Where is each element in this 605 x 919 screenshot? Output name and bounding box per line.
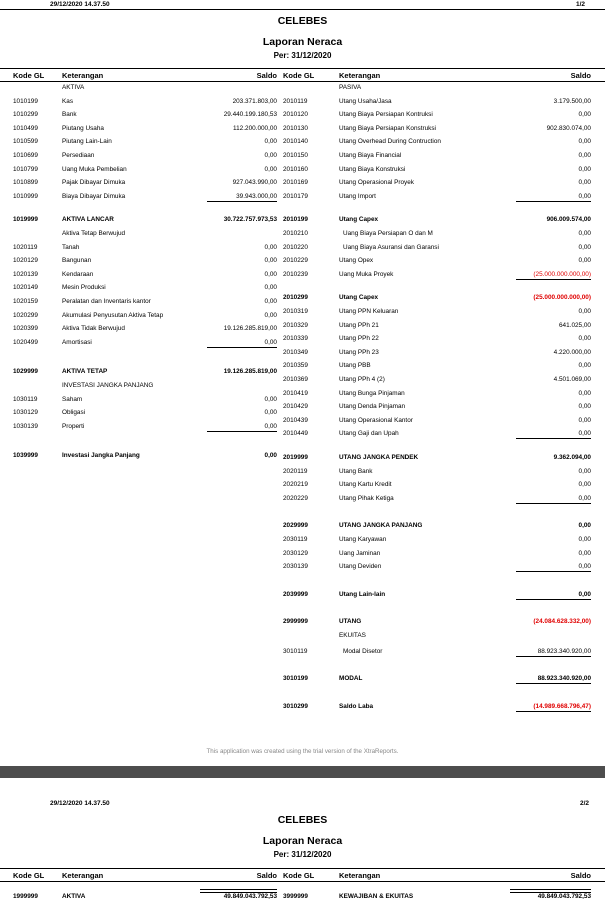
row-code: 2010150	[283, 152, 308, 159]
row-description: Uang Jaminan	[339, 549, 381, 557]
row-amount: 0,00	[578, 494, 591, 502]
subtotal-rule	[516, 571, 591, 572]
col-header-keterangan-left-p2: Keterangan	[62, 871, 104, 880]
subtotal-rule	[207, 431, 277, 432]
row-amount: 0,00	[578, 563, 591, 571]
row-code: 1010699	[13, 152, 38, 159]
row-amount: 0,00	[264, 257, 277, 265]
row-code: 2010429	[283, 403, 308, 411]
row-code: 1010899	[13, 179, 38, 187]
row-amount: 0,00	[264, 270, 277, 278]
row-code: 2010199	[283, 216, 308, 224]
row-description: Utang PBB	[339, 362, 371, 370]
row-description: Utang PPN Keluaran	[339, 308, 399, 315]
row-code: 1010499	[13, 124, 38, 132]
col-header-kode-left: Kode GL	[13, 71, 45, 80]
row-description: Utang PPh 21	[339, 321, 379, 329]
row-amount: 0,00	[264, 138, 277, 146]
row-code: 1020139	[13, 270, 38, 278]
row-amount: 0,00	[578, 362, 591, 370]
row-code: 2029999	[283, 522, 308, 530]
row-description: Aktiva Tidak Berwujud	[62, 325, 125, 333]
row-code: 2010140	[283, 138, 308, 146]
row-amount: 19.126.285.819,00	[223, 325, 277, 333]
row-amount: 0,00	[578, 179, 591, 187]
row-code: 2010119	[283, 97, 308, 105]
subtotal-rule	[207, 201, 277, 202]
row-amount: 0,00	[264, 452, 277, 460]
row-amount: 29.440.199.180,53	[223, 111, 277, 119]
row-amount: 0,00	[264, 298, 277, 305]
row-description: Utang Lain-lain	[339, 590, 386, 598]
row-code: 2030119	[283, 536, 308, 543]
row-amount: 0,00	[578, 138, 591, 146]
row-code: 2030139	[283, 563, 308, 571]
row-description: AKTIVA	[62, 84, 85, 91]
row-code: 2010169	[283, 179, 308, 187]
row-amount: 0,00	[578, 522, 591, 530]
row-amount: 0,00	[578, 165, 591, 173]
row-code: 1020159	[13, 298, 38, 305]
company-name: CELEBES	[277, 15, 328, 27]
subtotal-rule	[516, 279, 591, 280]
row-description: Utang Biaya Financial	[339, 152, 402, 159]
row-code: 1010199	[13, 97, 38, 105]
row-code: 2010439	[283, 416, 308, 424]
row-description: Uang Biaya Asuransi dan Garansi	[343, 243, 439, 251]
row-amount: 3.179.500,00	[553, 97, 591, 105]
row-amount: 0,00	[578, 481, 591, 489]
column-header-bottom-rule-p2	[0, 881, 605, 882]
col-header-saldo-right: Saldo	[570, 71, 591, 80]
row-description: Utang Import	[339, 192, 376, 200]
row-description: Utang Biaya Persiapan Kontruksi	[339, 111, 433, 119]
row-description: Utang Bank	[339, 467, 373, 475]
row-amount: 927.043.990,00	[232, 179, 277, 187]
col-header-kode-left-p2: Kode GL	[13, 871, 45, 880]
row-description: Mesin Produksi	[62, 284, 106, 292]
row-description: Properti	[62, 422, 85, 430]
row-description: Amortisasi	[62, 338, 92, 346]
row-description: EKUITAS	[339, 632, 366, 639]
row-description: Piutang Usaha	[62, 124, 104, 132]
row-code: 1020499	[13, 338, 38, 346]
col-header-keterangan-right: Keterangan	[339, 71, 381, 80]
row-code: 2010339	[283, 335, 308, 343]
row-description: Tanah	[62, 243, 80, 251]
row-code: 2010449	[283, 430, 308, 438]
report-title-p2: Laporan Neraca	[262, 835, 343, 847]
row-amount: 906.009.574,00	[546, 216, 591, 224]
row-description: Utang Operasional Proyek	[339, 179, 414, 187]
row-description: Persediaan	[62, 152, 95, 159]
row-code: 2020219	[283, 481, 308, 489]
col-header-saldo-right-p2: Saldo	[570, 871, 591, 880]
row-code: 2020229	[283, 494, 308, 502]
row-amount: 0,00	[578, 308, 591, 315]
total-aktiva-label: AKTIVA	[62, 893, 86, 900]
row-description: Uang Muka Proyek	[339, 270, 394, 278]
row-description: Utang Gaji dan Upah	[339, 430, 399, 438]
row-description: Uang Biaya Persiapan O dan M	[343, 230, 433, 237]
row-description: Utang Overhead During Contruction	[339, 138, 441, 146]
row-code: 1030139	[13, 422, 38, 430]
row-amount: 0,00	[578, 230, 591, 237]
print-datetime: 29/12/2020 14.37.50	[50, 1, 110, 8]
row-description: Utang Opex	[339, 257, 374, 265]
row-code: 3010299	[283, 702, 308, 710]
row-description: Utang Biaya Persiapan Konstruksi	[339, 124, 436, 132]
row-description: AKTIVA TETAP	[62, 368, 108, 376]
row-description: UTANG	[339, 618, 362, 626]
subtotal-rule	[516, 201, 591, 202]
subtotal-rule	[516, 503, 591, 504]
row-code: 2010220	[283, 243, 308, 251]
row-code: 2010130	[283, 124, 308, 132]
row-code: 1010599	[13, 138, 38, 146]
report-page-2	[0, 778, 605, 919]
row-amount: 0,00	[578, 549, 591, 557]
row-amount: 112.200.000,00	[233, 124, 277, 132]
row-description: Bangunan	[62, 257, 92, 265]
row-code: 1029999	[13, 368, 38, 376]
row-amount: 4.220.000,00	[553, 348, 591, 356]
row-code: 2010299	[283, 294, 308, 302]
row-code: 1020119	[13, 243, 38, 251]
row-amount: 30.722.757.973,53	[223, 216, 277, 224]
row-description: Saldo Laba	[339, 702, 374, 710]
report-period: Per: 31/12/2020	[273, 51, 332, 60]
row-amount: 0,00	[578, 430, 591, 438]
report-title: Laporan Neraca	[262, 36, 343, 48]
row-code: 2010319	[283, 308, 308, 315]
row-amount: 0,00	[578, 152, 591, 159]
row-description: Peralatan dan Inventaris kantor	[62, 298, 151, 305]
subtotal-rule	[516, 683, 591, 684]
row-description: Utang Pihak Ketiga	[339, 494, 394, 502]
row-amount: 0,00	[578, 243, 591, 251]
row-amount: 0,00	[264, 338, 277, 346]
row-description: Utang Biaya Konstruksi	[339, 165, 406, 173]
col-header-kode-right-p2: Kode GL	[283, 871, 315, 880]
row-amount: 0,00	[264, 152, 277, 159]
column-header-top-rule	[0, 68, 605, 69]
row-amount: (25.000.000.000,00)	[533, 270, 591, 278]
row-description: Investasi Jangka Panjang	[62, 452, 140, 460]
row-code: 2019999	[283, 454, 308, 461]
row-description: UTANG JANGKA PANJANG	[339, 522, 423, 530]
row-description: Kas	[62, 97, 74, 105]
row-code: 1039999	[13, 452, 38, 460]
row-code: 3010199	[283, 675, 308, 683]
company-name-p2: CELEBES	[277, 814, 328, 826]
row-description: Utang PPh 22	[339, 335, 379, 343]
row-description: Utang Deviden	[339, 563, 382, 571]
col-header-saldo-left-p2: Saldo	[256, 871, 277, 880]
row-code: 1030129	[13, 409, 38, 417]
row-code: 1020299	[13, 311, 38, 319]
row-description: Utang Bunga Pinjaman	[339, 389, 405, 397]
subtotal-rule	[516, 438, 591, 439]
col-header-keterangan-left: Keterangan	[62, 71, 104, 80]
total-aktiva-amount: 49.849.043.792,53	[223, 893, 277, 900]
row-description: MODAL	[339, 675, 363, 683]
total-pasiva-code: 3999999	[283, 893, 308, 900]
report-period-p2: Per: 31/12/2020	[273, 850, 332, 859]
trial-footer-note: This application was created using the trial version of the XtraReports.	[206, 748, 399, 755]
page-number-p2: 2/2	[580, 800, 590, 807]
row-code: 1019999	[13, 216, 38, 224]
row-description: Obligasi	[62, 409, 86, 417]
row-code: 1020399	[13, 325, 38, 333]
col-header-keterangan-right-p2: Keterangan	[339, 871, 381, 880]
row-description: Utang PPh 23	[339, 348, 379, 356]
subtotal-rule	[516, 599, 591, 600]
row-amount: 9.362.094,00	[553, 454, 591, 461]
row-code: 2010419	[283, 389, 308, 397]
row-amount: 0,00	[578, 335, 591, 343]
total-aktiva-code: 1999999	[13, 893, 38, 900]
row-description: Utang Usaha/Jasa	[339, 97, 392, 105]
row-amount: (14.989.668.796,47)	[533, 702, 591, 710]
row-amount: 0,00	[264, 284, 277, 292]
subtotal-rule	[207, 347, 277, 348]
row-description: Utang Operasional Kantor	[339, 416, 413, 424]
page-number: 1/2	[576, 1, 586, 8]
row-amount: 0,00	[578, 416, 591, 424]
row-amount: 88.923.340.920,00	[537, 647, 591, 655]
subtotal-rule	[516, 656, 591, 657]
row-amount: 39.943.000,00	[236, 192, 277, 200]
row-description: Utang Capex	[339, 294, 379, 302]
row-code: 2039999	[283, 590, 308, 598]
row-amount: 203.371.803,00	[232, 97, 277, 105]
row-code: 2999999	[283, 618, 308, 626]
row-description: Utang Denda Pinjaman	[339, 403, 406, 411]
row-amount: 4.501.069,00	[553, 376, 591, 383]
row-description: INVESTASI JANGKA PANJANG	[62, 382, 154, 389]
total-pasiva-double-rule	[510, 889, 591, 893]
row-description: Utang Kartu Kredit	[339, 481, 392, 489]
row-amount: 0,00	[578, 467, 591, 475]
header-rule	[0, 9, 605, 10]
row-code: 3010119	[283, 647, 308, 655]
row-description: UTANG JANGKA PENDEK	[339, 454, 419, 461]
total-pasiva-label: KEWAJIBAN & EKUITAS	[339, 893, 414, 900]
row-code: 1010299	[13, 111, 38, 119]
row-code: 1010999	[13, 192, 38, 200]
row-amount: 0,00	[578, 389, 591, 397]
subtotal-rule	[516, 711, 591, 712]
page-separator	[0, 766, 605, 778]
row-description: Aktiva Tetap Berwujud	[62, 230, 126, 237]
row-code: 2010210	[283, 230, 308, 237]
total-pasiva-amount: 49.849.043.792,53	[537, 893, 591, 900]
row-amount: 0,00	[578, 192, 591, 200]
row-amount: 0,00	[578, 536, 591, 543]
row-code: 1030119	[13, 395, 38, 403]
row-code: 2030129	[283, 549, 308, 557]
row-code: 2010229	[283, 257, 308, 265]
row-code: 1020149	[13, 284, 38, 292]
row-description: Bank	[62, 111, 77, 119]
row-description: Uang Muka Pembelian	[62, 165, 127, 173]
row-description: Utang Capex	[339, 216, 379, 224]
column-header-top-rule-p2	[0, 868, 605, 869]
row-description: Biaya Dibayar Dimuka	[62, 192, 126, 200]
row-amount: 0,00	[264, 243, 277, 251]
print-datetime-p2: 29/12/2020 14.37.50	[50, 800, 110, 807]
row-amount: 0,00	[264, 409, 277, 417]
row-description: Kendaraan	[62, 270, 94, 278]
row-description: AKTIVA LANCAR	[62, 216, 114, 224]
row-amount: 19.126.285.819,00	[223, 368, 277, 376]
row-code: 2010349	[283, 348, 308, 356]
row-description: Modal Disetor	[343, 647, 383, 655]
total-aktiva-double-rule	[200, 889, 277, 893]
row-code: 2010179	[283, 192, 308, 200]
row-description: PASIVA	[339, 84, 362, 91]
row-description: Saham	[62, 395, 83, 403]
col-header-kode-right: Kode GL	[283, 71, 315, 80]
row-amount: 0,00	[578, 257, 591, 265]
row-amount: (25.000.000.000,00)	[533, 294, 591, 302]
row-amount: 0,00	[264, 422, 277, 430]
row-amount: 0,00	[264, 165, 277, 173]
row-amount: 0,00	[578, 590, 591, 598]
row-code: 2010369	[283, 376, 308, 383]
row-code: 2010120	[283, 111, 308, 119]
row-code: 2010239	[283, 270, 308, 278]
row-amount: 902.830.074,00	[546, 124, 591, 132]
row-amount: 88.923.340.920,00	[537, 675, 591, 683]
row-code: 2010160	[283, 165, 308, 173]
column-header-bottom-rule	[0, 81, 605, 82]
col-header-saldo-left: Saldo	[256, 71, 277, 80]
row-amount: (24.084.628.332,00)	[533, 618, 591, 626]
row-code: 1010799	[13, 165, 38, 173]
row-code: 2020119	[283, 467, 308, 475]
row-description: Pajak Dibayar Dimuka	[62, 179, 126, 187]
row-description: Utang Karyawan	[339, 536, 387, 543]
row-amount: 0,00	[264, 395, 277, 403]
row-description: Piutang Lain-Lain	[62, 138, 112, 146]
row-description: Utang PPh 4 (2)	[339, 376, 385, 383]
row-code: 2010359	[283, 362, 308, 370]
row-description: Akumulasi Penyusutan Aktiva Tetap	[62, 311, 164, 319]
row-amount: 0,00	[264, 311, 277, 319]
row-amount: 0,00	[578, 111, 591, 119]
row-amount: 0,00	[578, 403, 591, 411]
row-amount: 641.025,00	[559, 321, 591, 329]
row-code: 1020129	[13, 257, 38, 265]
row-code: 2010329	[283, 321, 308, 329]
